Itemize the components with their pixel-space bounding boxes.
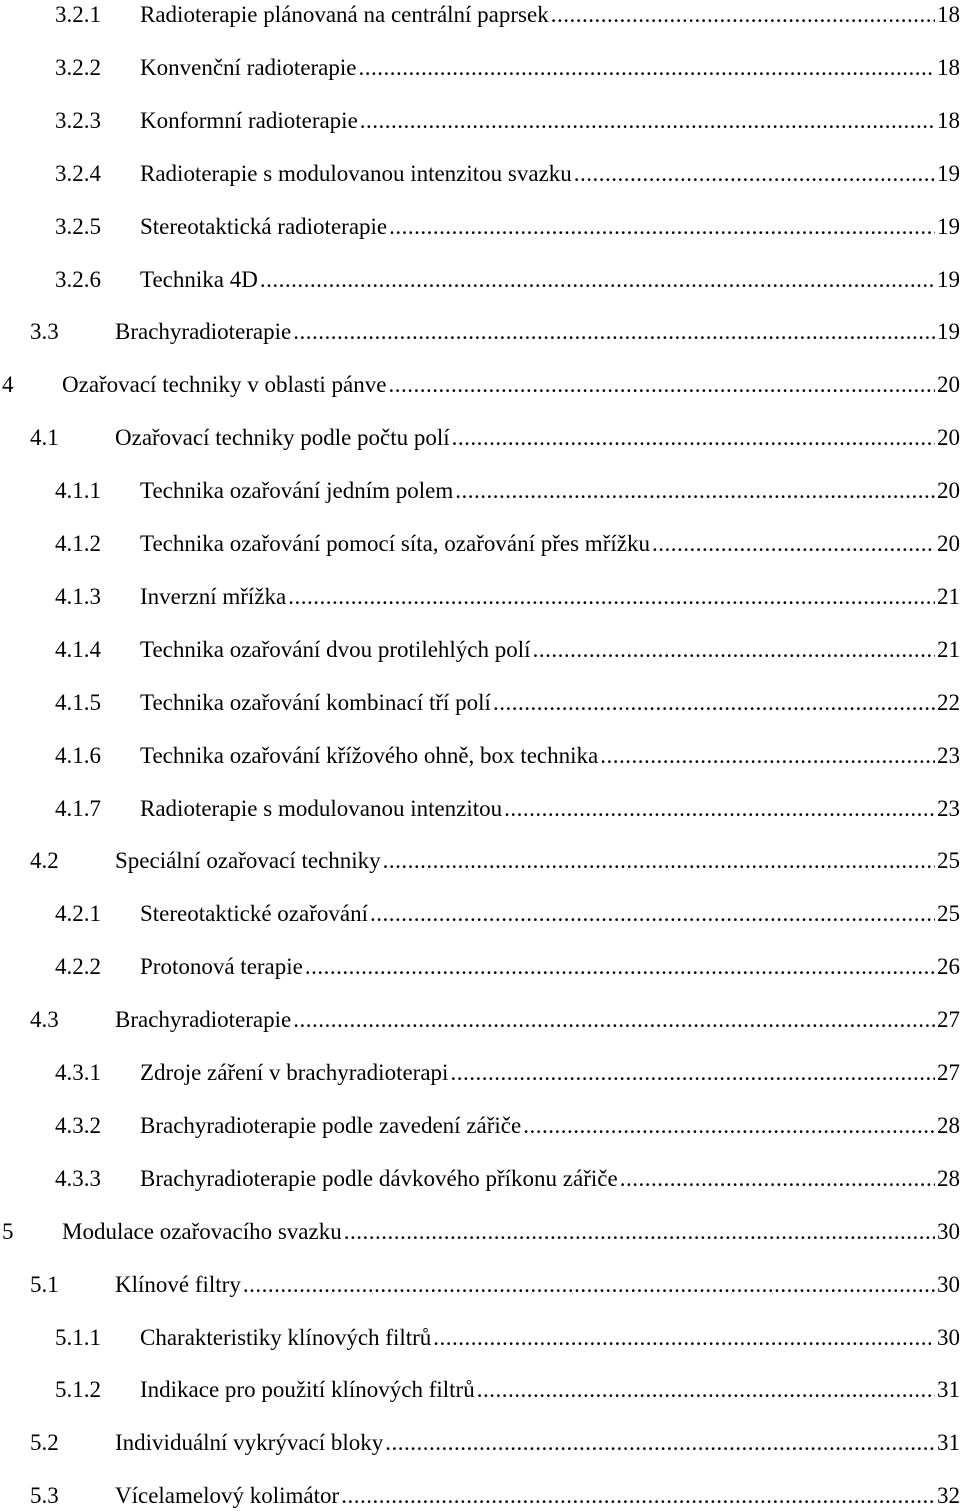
toc-entry[interactable] <box>0 476 960 506</box>
toc-entry-line <box>140 688 960 718</box>
toc-dot-leader <box>504 794 935 824</box>
toc-entry-number: 4.3.1 <box>55 1060 101 1085</box>
toc-dot-leader <box>388 370 935 400</box>
toc-entry-page-number: 19 <box>935 159 960 189</box>
toc-entry[interactable] <box>0 688 960 718</box>
toc-entry-title: Speciální ozařovací techniky <box>115 846 383 876</box>
toc-entry-line <box>140 1164 960 1194</box>
toc-entry-number: 5.1.1 <box>55 1324 101 1350</box>
toc-entry[interactable] <box>0 1005 960 1035</box>
toc-entry-title: Konformní radioterapie <box>140 106 360 136</box>
toc-dot-leader <box>620 1164 935 1194</box>
toc-entry-line <box>140 635 960 665</box>
toc-dot-leader <box>293 1005 935 1035</box>
toc-entry-number: 4.1.4 <box>55 636 101 662</box>
toc-entry-line <box>140 1111 960 1141</box>
toc-entry-line <box>115 1270 960 1300</box>
toc-entry-title: Brachyradioterapie podle zavedení zářiče <box>140 1111 523 1141</box>
toc-entry-title: Stereotaktická radioterapie <box>140 212 389 242</box>
toc-entry[interactable] <box>0 106 960 136</box>
toc-entry-title: Ozařovací techniky v oblasti pánve <box>62 370 388 400</box>
toc-entry-line <box>115 846 960 876</box>
toc-entry-page-number: 31 <box>935 1375 960 1405</box>
toc-entry-page-number: 25 <box>935 846 960 876</box>
toc-entry-line <box>140 53 960 83</box>
toc-entry-line <box>140 106 960 136</box>
toc-dot-leader <box>523 1111 935 1141</box>
toc-entry-line <box>62 370 960 400</box>
toc-entry-number: 3.2.5 <box>55 213 101 239</box>
toc-entry-number: 5.3 <box>30 1483 59 1509</box>
toc-entry-page-number: 21 <box>935 582 960 612</box>
toc-entry-line <box>115 1005 960 1035</box>
toc-entry[interactable] <box>0 1375 960 1405</box>
toc-dot-leader <box>450 1058 935 1088</box>
toc-entry-title: Modulace ozařovacího svazku <box>62 1217 344 1247</box>
toc-entry-number: 3.3 <box>30 319 59 345</box>
toc-entry[interactable] <box>0 159 960 189</box>
toc-entry[interactable] <box>0 1111 960 1141</box>
toc-entry-page-number: 20 <box>935 423 960 453</box>
toc-entry-title: Technika ozařování křížového ohně, box technika <box>140 741 600 771</box>
toc-entry-title: Radioterapie plánovaná na centrální paprsek <box>140 0 551 30</box>
toc-dot-leader <box>293 317 935 347</box>
toc-dot-leader <box>433 1323 935 1353</box>
toc-dot-leader <box>455 476 935 506</box>
toc-entry-title: Inverzní mřížka <box>140 582 288 612</box>
toc-entry-title: Stereotaktické ozařování <box>140 899 370 929</box>
toc-entry-title: Brachyradioterapie <box>115 317 293 347</box>
toc-entry[interactable] <box>0 1164 960 1194</box>
toc-entry-page-number: 18 <box>935 0 960 30</box>
toc-entry-line <box>140 159 960 189</box>
toc-entry-line <box>140 265 960 295</box>
toc-entry-line <box>140 741 960 771</box>
toc-entry-page-number: 23 <box>935 741 960 771</box>
toc-entry-number: 4 <box>2 372 14 398</box>
toc-entry-title: Technika ozařování pomocí síta, ozařování přes mřížku <box>140 529 652 559</box>
toc-dot-leader <box>243 1270 935 1300</box>
toc-entry-page-number: 21 <box>935 635 960 665</box>
toc-entry-page-number: 28 <box>935 1164 960 1194</box>
toc-entry-number: 3.2.6 <box>55 266 101 292</box>
toc-dot-leader <box>305 952 935 982</box>
toc-entry[interactable] <box>0 317 960 347</box>
toc-entry-page-number: 28 <box>935 1111 960 1141</box>
toc-entry[interactable] <box>0 1323 960 1353</box>
toc-entry[interactable] <box>0 265 960 295</box>
toc-entry-title: Brachyradioterapie <box>115 1005 293 1035</box>
toc-entry[interactable] <box>0 582 960 612</box>
toc-entry-title: Technika ozařování jedním polem <box>140 476 455 506</box>
toc-entry-page-number: 20 <box>935 529 960 559</box>
toc-dot-leader <box>288 582 935 612</box>
toc-entry-page-number: 19 <box>935 212 960 242</box>
toc-entry-number: 4.3.3 <box>55 1165 101 1191</box>
toc-entry-title: Radioterapie s modulovanou intenzitou svazku <box>140 159 574 189</box>
toc-entry-page-number: 18 <box>935 106 960 136</box>
toc-entry-title: Klínové filtry <box>115 1270 243 1300</box>
toc-entry-number: 4.1.6 <box>55 742 101 768</box>
toc-entry[interactable] <box>0 529 960 559</box>
toc-entry[interactable] <box>0 53 960 83</box>
toc-dot-leader <box>260 265 935 295</box>
toc-entry-title: Technika ozařování kombinací tří polí <box>140 688 493 718</box>
toc-entry-line <box>115 1428 960 1458</box>
toc-entry-page-number: 32 <box>935 1481 960 1511</box>
toc-entry-line <box>140 582 960 612</box>
toc-entry-line <box>140 794 960 824</box>
toc-dot-leader <box>360 106 935 136</box>
toc-dot-leader <box>493 688 935 718</box>
toc-dot-leader <box>389 212 935 242</box>
toc-entry-line <box>115 423 960 453</box>
toc-entry-line <box>115 1481 960 1511</box>
toc-entry-number: 3.2.2 <box>55 54 101 80</box>
toc-entry-number: 4.1.3 <box>55 583 101 609</box>
toc-entry-number: 3.2.4 <box>55 160 101 186</box>
toc-entry-page-number: 30 <box>935 1323 960 1353</box>
toc-entry-line <box>140 476 960 506</box>
toc-entry-line <box>140 899 960 929</box>
toc-entry[interactable] <box>0 952 960 982</box>
toc-dot-leader <box>652 529 935 559</box>
toc-entry-title: Konvenční radioterapie <box>140 53 359 83</box>
toc-entry-page-number: 23 <box>935 794 960 824</box>
toc-entry-page-number: 19 <box>935 265 960 295</box>
toc-entry-number: 5.1.2 <box>55 1377 101 1403</box>
toc-entry-number: 3.2.3 <box>55 107 101 133</box>
toc-entry[interactable] <box>0 1270 960 1300</box>
toc-entry-line <box>140 0 960 30</box>
toc-entry[interactable] <box>0 741 960 771</box>
toc-entry-title: Radioterapie s modulovanou intenzitou <box>140 794 504 824</box>
toc-entry-number: 4.3.2 <box>55 1112 101 1138</box>
toc-entry-number: 5.2 <box>30 1430 59 1456</box>
toc-entry-title: Brachyradioterapie podle dávkového příkonu zářiče <box>140 1164 620 1194</box>
toc-entry[interactable] <box>0 846 960 876</box>
toc-entry-title: Zdroje záření v brachyradioterapi <box>140 1058 450 1088</box>
toc-dot-leader <box>574 159 935 189</box>
toc-entry-line <box>140 1323 960 1353</box>
toc-entry-page-number: 27 <box>935 1058 960 1088</box>
toc-entry-page-number: 22 <box>935 688 960 718</box>
toc-entry-number: 5 <box>2 1218 14 1244</box>
toc-dot-leader <box>344 1217 935 1247</box>
toc-entry[interactable] <box>0 1058 960 1088</box>
toc-entry-title: Vícelamelový kolimátor <box>115 1481 341 1511</box>
toc-entry-page-number: 30 <box>935 1270 960 1300</box>
toc-entry-line <box>140 1375 960 1405</box>
toc-entry-page-number: 18 <box>935 53 960 83</box>
toc-entry-number: 4.3 <box>30 1007 59 1033</box>
toc-entry[interactable] <box>0 423 960 453</box>
toc-entry-page-number: 20 <box>935 476 960 506</box>
toc-entry[interactable] <box>0 1428 960 1458</box>
toc-entry-number: 4.2 <box>30 848 59 874</box>
toc-entry-page-number: 26 <box>935 952 960 982</box>
toc-entry-number: 4.1.5 <box>55 689 101 715</box>
toc-entry-number: 4.1.7 <box>55 795 101 821</box>
toc-entry-title: Charakteristiky klínových filtrů <box>140 1323 433 1353</box>
toc-entry-number: 4.2.2 <box>55 954 101 980</box>
toc-entry-number: 4.2.1 <box>55 901 101 927</box>
toc-entry-line <box>140 1058 960 1088</box>
toc-entry-line <box>62 1217 960 1247</box>
toc-dot-leader <box>359 53 936 83</box>
toc-entry-line <box>140 952 960 982</box>
toc-entry-title: Protonová terapie <box>140 952 305 982</box>
toc-dot-leader <box>385 1428 935 1458</box>
toc-entry-line <box>115 317 960 347</box>
toc-entry[interactable] <box>0 794 960 824</box>
toc-dot-leader <box>600 741 935 771</box>
toc-entry-page-number: 27 <box>935 1005 960 1035</box>
toc-entry-title: Technika 4D <box>140 265 260 295</box>
toc-entry-line <box>140 212 960 242</box>
toc-entry-number: 4.1.2 <box>55 531 101 556</box>
toc-entry[interactable] <box>0 635 960 665</box>
toc-entry[interactable] <box>0 1217 960 1247</box>
toc-entry[interactable] <box>0 370 960 400</box>
toc-entry-number: 4.1 <box>30 425 59 451</box>
toc-dot-leader <box>370 899 935 929</box>
toc-dot-leader <box>533 635 935 665</box>
toc-entry-line <box>140 529 960 559</box>
toc-entry-title: Individuální vykrývací bloky <box>115 1428 385 1458</box>
toc-entry-page-number: 20 <box>935 370 960 400</box>
toc-entry-page-number: 31 <box>935 1428 960 1458</box>
toc-entry-page-number: 30 <box>935 1217 960 1247</box>
toc-entry[interactable] <box>0 899 960 929</box>
toc-entry-page-number: 25 <box>935 899 960 929</box>
toc-entry-number: 4.1.1 <box>55 478 101 504</box>
toc-dot-leader <box>477 1375 935 1405</box>
toc-entry-number: 5.1 <box>30 1271 59 1297</box>
toc-entry-title: Technika ozařování dvou protilehlých polí <box>140 635 533 665</box>
toc-entry-title: Ozařovací techniky podle počtu polí <box>115 423 452 453</box>
toc-entry-number: 3.2.1 <box>55 2 101 27</box>
toc-entry-page-number: 19 <box>935 317 960 347</box>
toc-dot-leader <box>551 0 935 30</box>
toc-dot-leader <box>341 1481 935 1511</box>
toc-entry[interactable] <box>0 0 960 30</box>
toc-entry[interactable] <box>0 212 960 242</box>
toc-entry-title: Indikace pro použití klínových filtrů <box>140 1375 477 1405</box>
toc-dot-leader <box>383 846 935 876</box>
toc-entry[interactable] <box>0 1481 960 1511</box>
toc-dot-leader <box>452 423 935 453</box>
